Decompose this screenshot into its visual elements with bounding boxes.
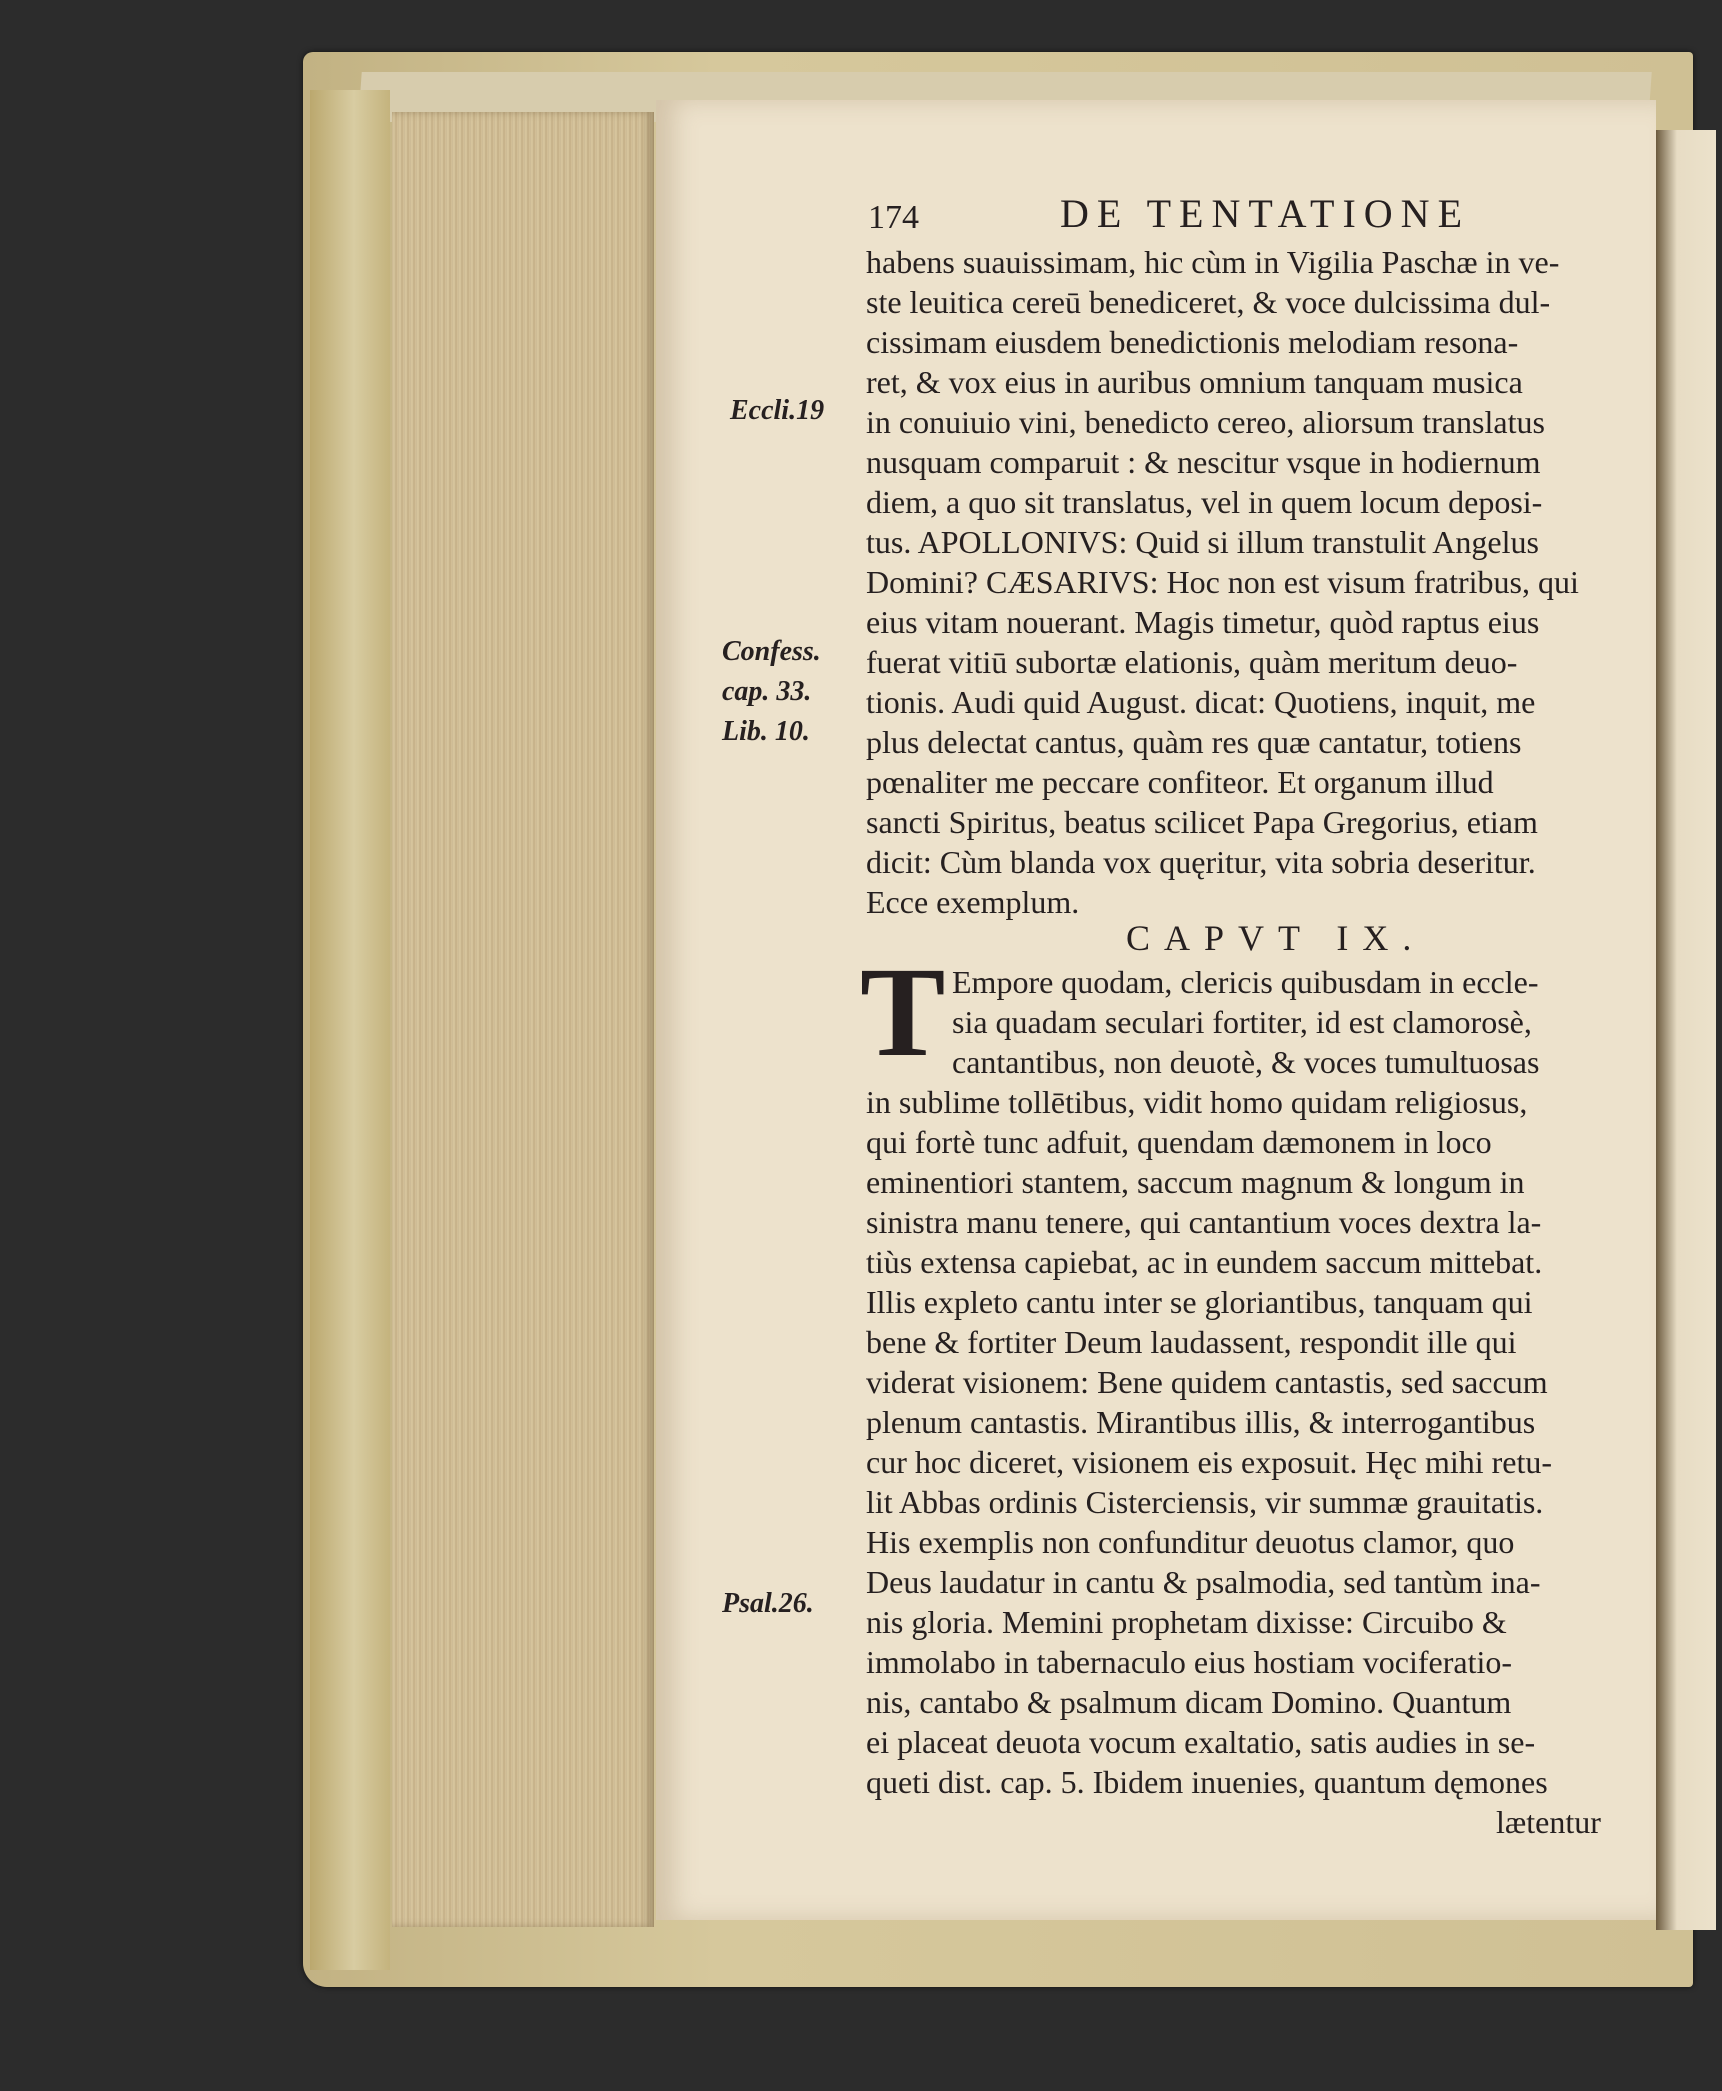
text-line: queti dist. cap. 5. Ibidem inuenies, quantum dęmones bbox=[866, 1764, 1548, 1800]
text-line: Deus laudatur in cantu & psalmodia, sed tantùm ina- bbox=[866, 1564, 1541, 1600]
catchword: lætentur bbox=[1496, 1804, 1601, 1840]
text-line: sancti Spiritus, beatus scilicet Papa Gregorius, etiam bbox=[866, 804, 1538, 840]
page-number: 174 bbox=[868, 199, 919, 236]
text-line: plus delectat cantus, quàm res quæ cantatur, totiens bbox=[866, 724, 1522, 760]
text-line: eminentiori stantem, saccum magnum & longum in bbox=[866, 1164, 1525, 1200]
text-line: eius vitam nouerant. Magis timetur, quòd raptus eius bbox=[866, 604, 1540, 640]
text-line: viderat visionem: Bene quidem cantastis, sed saccum bbox=[866, 1364, 1548, 1400]
text-line: cantantibus, non deuotè, & voces tumultuosas bbox=[952, 1044, 1540, 1080]
text-line: bene & fortiter Deum laudassent, respondit ille qui bbox=[866, 1324, 1517, 1360]
text-line: Illis expleto cantu inter se gloriantibus, tanquam qui bbox=[866, 1284, 1533, 1320]
text-line: His exemplis non confunditur deuotus clamor, quo bbox=[866, 1524, 1515, 1560]
text-line: nusquam comparuit : & nescitur vsque in hodiernum bbox=[866, 444, 1541, 480]
text-line: nis gloria. Memini prophetam dixisse: Circuibo & bbox=[866, 1604, 1507, 1640]
text-line: lit Abbas ordinis Cisterciensis, vir summæ grauitatis. bbox=[866, 1484, 1544, 1520]
margin-note: Confess. bbox=[722, 636, 821, 667]
text-line: tus. APOLLONIVS: Quid si illum transtulit Angelus bbox=[866, 524, 1539, 560]
margin-note: Lib. 10. bbox=[722, 716, 810, 747]
text-line: Empore quodam, clericis quibusdam in eccle- bbox=[952, 964, 1539, 1000]
text-line: Ecce exemplum. bbox=[866, 884, 1080, 920]
text-line: ei placeat deuota vocum exaltatio, satis audies in se- bbox=[866, 1724, 1536, 1760]
chapter-heading: CAPVT IX. bbox=[1126, 918, 1426, 958]
text-line: sia quadam seculari fortiter, id est clamorosè, bbox=[952, 1004, 1532, 1040]
drop-cap: T bbox=[860, 941, 946, 1083]
text-line: dicit: Cùm blanda vox quęritur, vita sobria deseritur. bbox=[866, 844, 1536, 880]
margin-note: Psal.26. bbox=[722, 1588, 814, 1619]
text-line: plenum cantastis. Mirantibus illis, & interrogantibus bbox=[866, 1404, 1536, 1440]
text-line: cissimam eiusdem benedictionis melodiam resona- bbox=[866, 324, 1519, 360]
text-line: tiùs extensa capiebat, ac in eundem saccum mittebat. bbox=[866, 1244, 1543, 1280]
text-line: fuerat vitiū subortæ elationis, quàm meritum deuo- bbox=[866, 644, 1518, 680]
text-line: diem, a quo sit translatus, vel in quem locum deposi- bbox=[866, 484, 1543, 520]
text-line: in sublime tollētibus, vidit homo quidam religiosus, bbox=[866, 1084, 1528, 1120]
text-line: cur hoc diceret, visionem eis exposuit. Hęc mihi retu- bbox=[866, 1444, 1553, 1480]
text-line: ste leuitica cereū benediceret, & voce dulcissima dul- bbox=[866, 284, 1551, 320]
text-line: in conuiuio vini, benedicto cereo, aliorsum translatus bbox=[866, 404, 1545, 440]
text-line: sinistra manu tenere, qui cantantium voces dextra la- bbox=[866, 1204, 1542, 1240]
text-line: pœnaliter me peccare confiteor. Et organum illud bbox=[866, 764, 1494, 800]
text-line: tionis. Audi quid August. dicat: Quotiens, inquit, me bbox=[866, 684, 1536, 720]
margin-note: Eccli.19 bbox=[730, 395, 825, 426]
text-line: Domini? CÆSARIVS: Hoc non est visum fratribus, qui bbox=[866, 564, 1579, 600]
running-title: DE TENTATIONE bbox=[1060, 191, 1470, 236]
text-line: ret, & vox eius in auribus omnium tanquam musica bbox=[866, 364, 1523, 400]
margin-note: cap. 33. bbox=[722, 676, 812, 707]
text-line: immolabo in tabernaculo eius hostiam vociferatio- bbox=[866, 1644, 1513, 1680]
text-line: qui fortè tunc adfuit, quendam dæmonem in loco bbox=[866, 1124, 1492, 1160]
text-line: habens suauissimam, hic cùm in Vigilia Paschæ in ve- bbox=[866, 244, 1560, 280]
text-line: nis, cantabo & psalmum dicam Domino. Quantum bbox=[866, 1684, 1512, 1720]
